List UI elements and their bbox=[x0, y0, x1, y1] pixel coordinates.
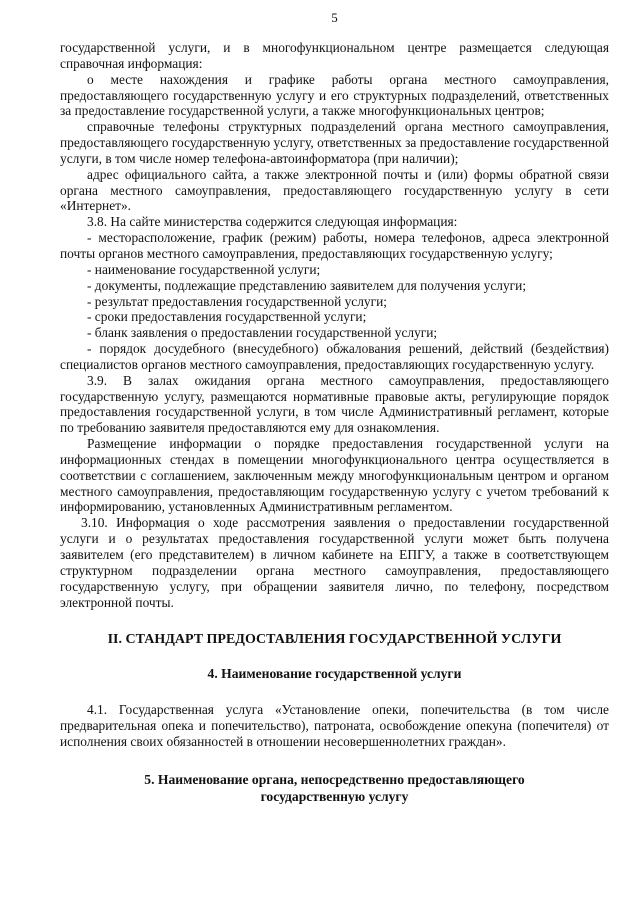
paragraph-location-info: о месте нахождения и графике работы органа местного самоуправления, предоставляющего государственную услугу и его структурных подразделений, ответственных за предоставление государственной услуги, а также многофункциональных центров; bbox=[60, 71, 609, 119]
list-item-terms: - сроки предоставления государственной услуги; bbox=[87, 309, 367, 325]
list-item-location: - месторасположение, график (режим) работы, номера телефонов, адреса электронной почты органов местного самоуправления, предоставляющих государственную услугу; bbox=[60, 230, 609, 261]
subsection-heading-4: 4. Наименование государственной услуги bbox=[207, 666, 462, 682]
list-item-form: - бланк заявления о предоставлении государственной услуги; bbox=[87, 325, 438, 341]
paragraph-3-10: 3.10. Информация о ходе рассмотрения заявления о предоставлении государственной услуги и о результатах предоставления государственной услуги может быть получена заявителем (его представителем) в личном кабинете на ЕПГУ, а также в соответствующем структурном подразделении органа местного самоуправления, предоставляющего государственную услугу, при обращении заявителя лично, по телефону, посредством электронной почты. bbox=[60, 515, 609, 610]
list-item-result: - результат предоставления государственной услуги; bbox=[87, 293, 387, 309]
paragraph-3-9: 3.9. В залах ожидания органа местного самоуправления, предоставляющего государственную услугу, размещаются нормативные правовые акты, регулирующие порядок предоставления государственной услуги, в том числе Административный регламент, которые по требованию заявителя предоставляются ему для ознакомления. bbox=[60, 372, 609, 436]
paragraph-info-placement: Размещение информации о порядке предоставления государственной услуги на информационных стендах в помещении многофункционального центра осуществляется в соответствии с соглашением, заключенным между многофункциональным центром и органом местного самоуправления, предоставляющим государственную услугу с учетом требований к информированию, установленных Административным регламентом. bbox=[60, 436, 609, 515]
list-item-documents: - документы, подлежащие представлению заявителем для получения услуги; bbox=[87, 277, 527, 293]
paragraph-3-8: 3.8. На сайте министерства содержится следующая информация: bbox=[87, 214, 458, 230]
paragraph-4-1: 4.1. Государственная услуга «Установление опеки, попечительства (в том числе предварительная опека и попечительство), патроната, освобождение опекуна (попечителя) от исполнения своих обязанностей в отношении несовершеннолетних граждан». bbox=[60, 702, 609, 750]
page-number: 5 bbox=[331, 10, 338, 25]
paragraph-website-info: адрес официального сайта, а также электронной почты и (или) формы обратной связи органа местного самоуправления, предоставляющего государственную услугу в сети «Интернет». bbox=[60, 166, 609, 214]
list-item-service-name: - наименование государственной услуги; bbox=[87, 261, 321, 277]
paragraph-intro: государственной услуги, и в многофункциональном центре размещается следующая справочная информация: bbox=[60, 40, 609, 71]
subsection-heading-5-line1: 5. Наименование органа, непосредственно предоставляющего bbox=[144, 771, 525, 787]
list-item-appeal: - порядок досудебного (внесудебного) обжалования решений, действий (бездействия) специалистов органов местного самоуправления, предоставляющих государственную услугу. bbox=[60, 341, 609, 372]
subsection-heading-5-line2: государственную услугу bbox=[260, 788, 409, 804]
paragraph-phone-info: справочные телефоны структурных подразделений органа местного самоуправления, предоставляющего государственную услугу, ответственных за предоставление государственной услуги, в том числе номер телефона-автоинформатора (при наличии); bbox=[60, 119, 609, 166]
section-heading-2: II. СТАНДАРТ ПРЕДОСТАВЛЕНИЯ ГОСУДАРСТВЕННОЙ УСЛУГИ bbox=[107, 632, 562, 648]
